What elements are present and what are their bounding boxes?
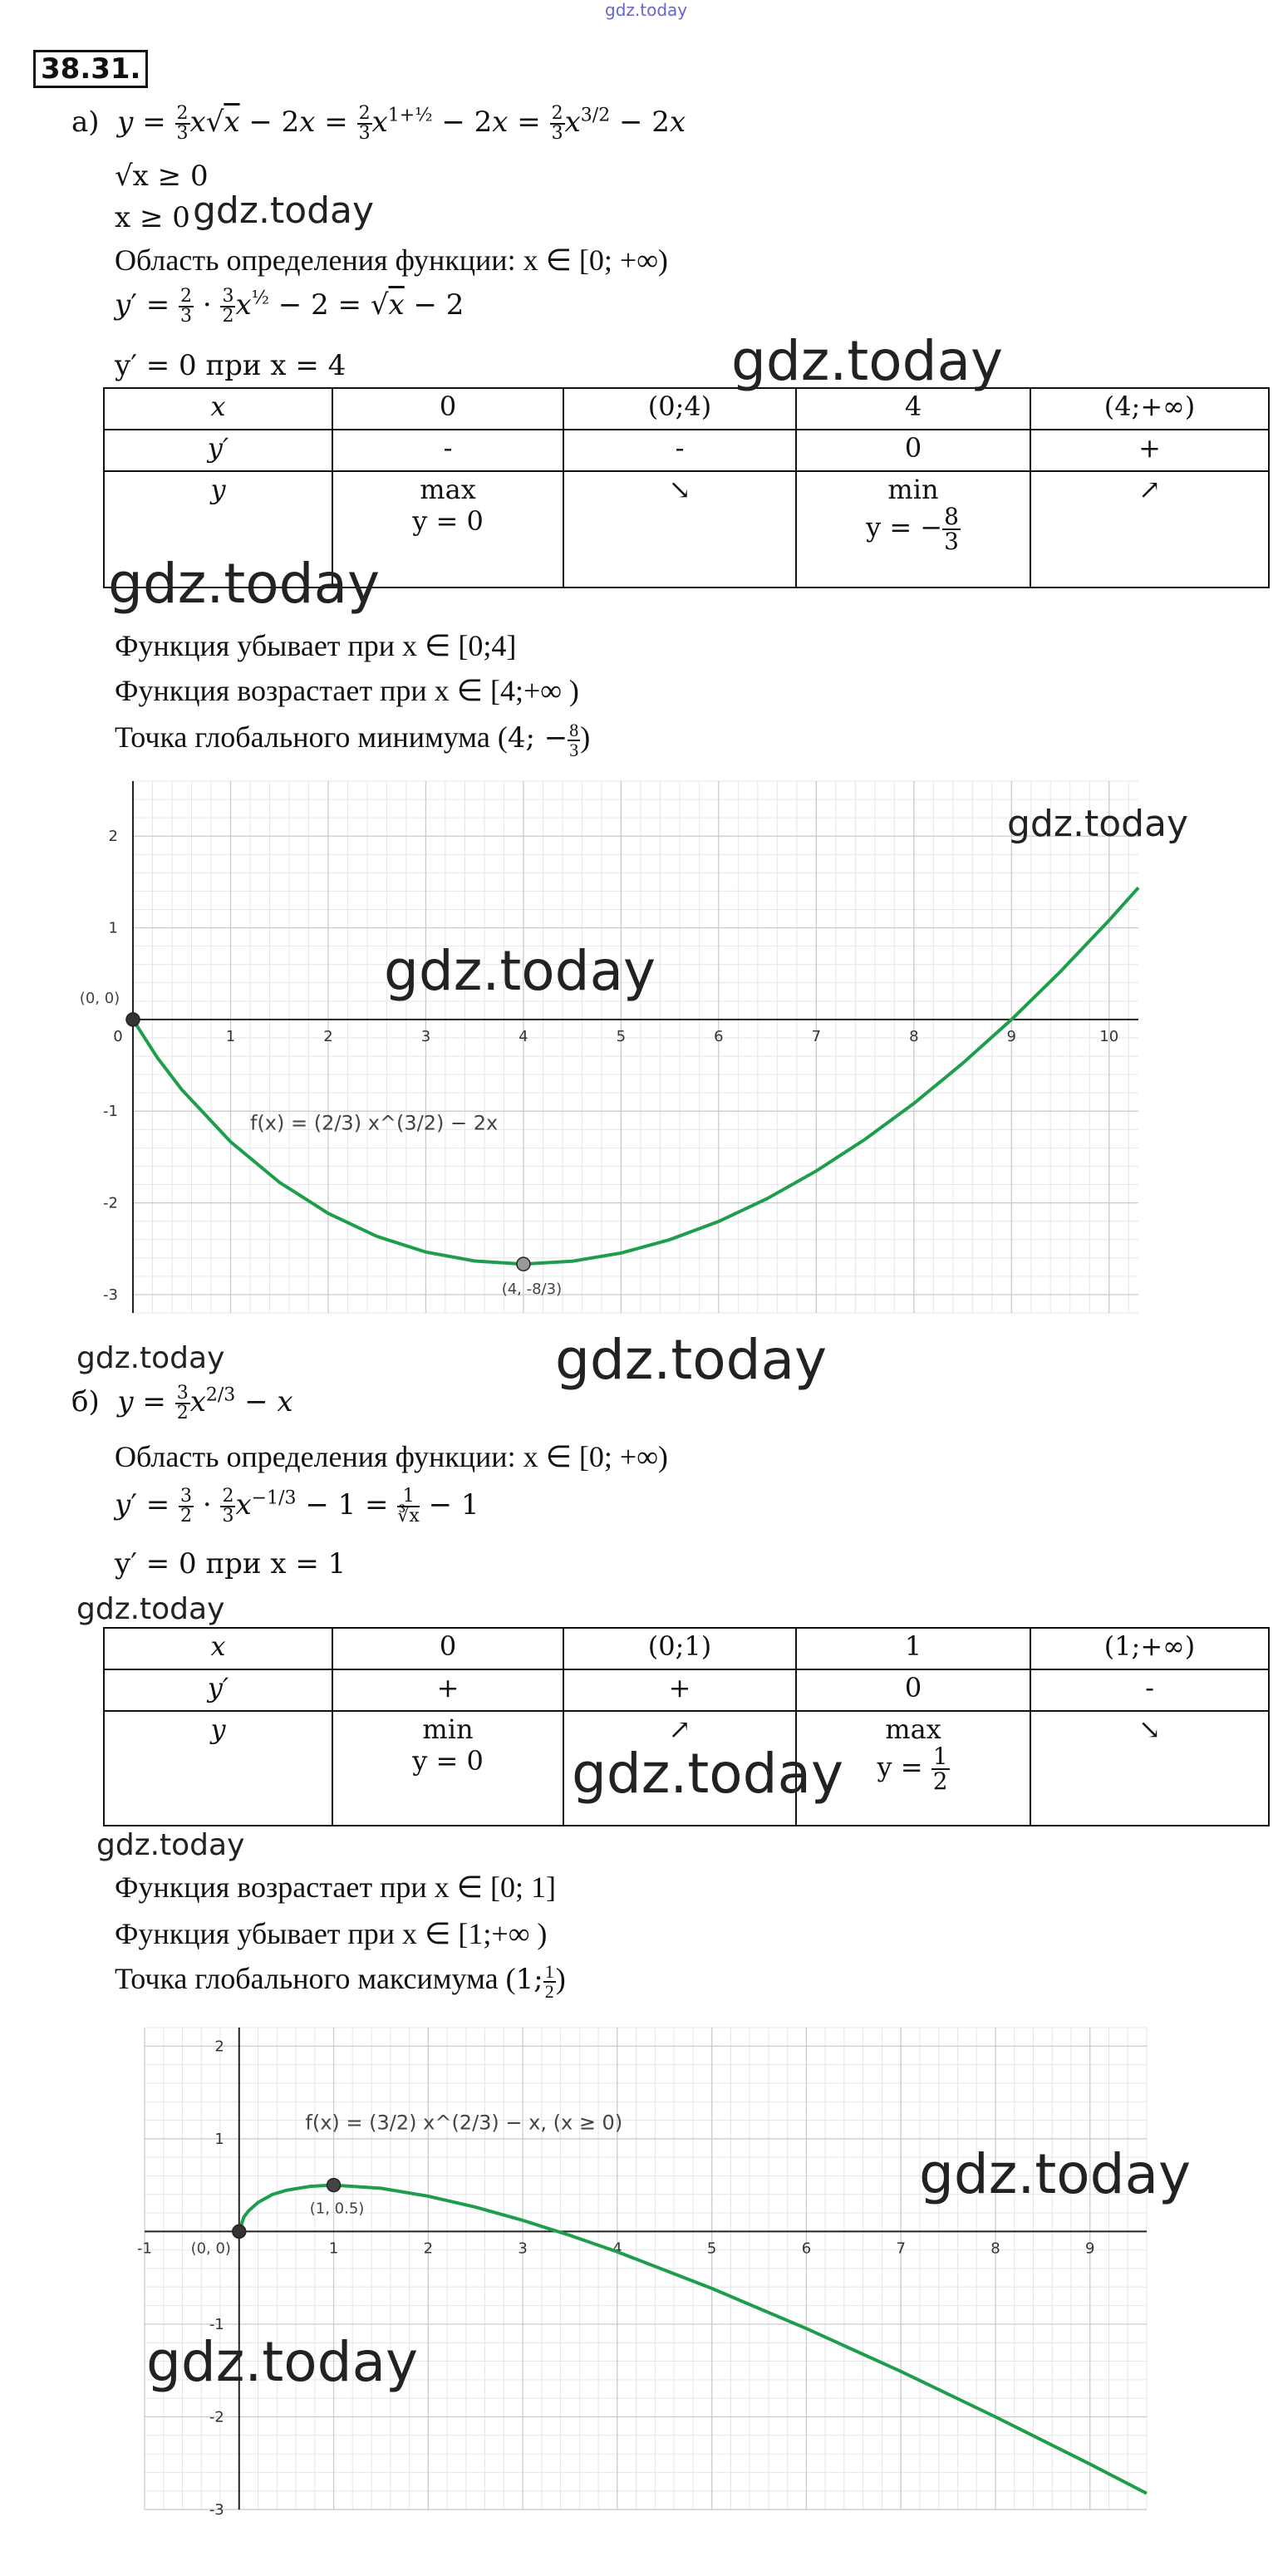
table-cell: - <box>563 430 796 471</box>
point-label: (4, -8/3) <box>501 1281 563 1299</box>
top-watermark: gdz.today <box>605 0 688 20</box>
point-label: (0, 0) <box>190 2239 231 2258</box>
grid <box>133 781 1138 1313</box>
part-a-extremum: Точка глобального минимума (4; − $\frac{8}{3}$ ) <box>115 719 591 760</box>
y-tick-label: 1 <box>214 2130 224 2148</box>
chart-b <box>136 2019 1155 2518</box>
part-a-domain-cond1: √x ≥ 0 <box>115 160 209 193</box>
table-cell: min y = − $\frac{8}{3}$ <box>796 471 1030 587</box>
x-tick-label: 6 <box>714 1027 724 1045</box>
point-label: (0, 0) <box>79 989 120 1007</box>
table-cell: 1 <box>796 1628 1030 1669</box>
watermark: gdz.today <box>146 2330 419 2394</box>
x-tick-label: 7 <box>896 2239 906 2258</box>
x-tick-label: 9 <box>1006 1027 1017 1045</box>
part-a-increasing: Функция возрастает при x ∈ [4;+∞ ) <box>115 674 579 707</box>
y-tick-label: -2 <box>103 1194 118 1212</box>
table-cell: (1;+∞) <box>1030 1628 1269 1669</box>
x-tick-label: 4 <box>519 1027 528 1045</box>
table-cell: y′ <box>104 1669 332 1711</box>
part-a-label: а) <box>71 106 100 139</box>
table-cell: 0 <box>332 1628 563 1669</box>
table-cell: + <box>1030 430 1269 471</box>
table-cell: 0 <box>796 430 1030 471</box>
watermark: gdz.today <box>76 1341 225 1375</box>
table-cell: 0 <box>796 1669 1030 1711</box>
watermark: gdz.today <box>572 1742 844 1806</box>
watermark: gdz.today <box>731 329 1004 393</box>
table-cell: y <box>104 471 332 587</box>
watermark: gdz.today <box>555 1328 828 1392</box>
x-tick-label: -1 <box>137 2239 152 2258</box>
table-cell: (0;4) <box>563 388 796 430</box>
grid <box>145 2028 1147 2510</box>
part-a-derivative: y′ = $\frac{2}{3}$ · $\frac{3}{2}$ $x^{\frac{1}{2}} - 2 = √x - 2$ <box>115 286 464 327</box>
table-cell: ↘ <box>563 471 796 587</box>
table-cell: x <box>104 1628 332 1669</box>
y-tick-label: -1 <box>209 2315 224 2333</box>
part-b-domain-text: Область определения функции: x ∈ [0; +∞) <box>115 1440 668 1473</box>
x-tick-label: 3 <box>518 2239 528 2258</box>
part-a-decreasing: Функция убывает при x ∈ [0;4] <box>115 629 517 662</box>
watermark: gdz.today <box>76 1592 225 1626</box>
part-b-function: б) y = $\frac{3}{2}$ $x^{2/3} - x$ <box>71 1383 293 1423</box>
y-tick-label: -3 <box>209 2501 224 2519</box>
x-tick-label: 3 <box>420 1027 431 1045</box>
table-cell: x <box>104 388 332 430</box>
table-cell: ↗ <box>563 1711 796 1826</box>
x-tick-label: 7 <box>811 1027 822 1045</box>
table-cell: + <box>332 1669 563 1711</box>
x-tick-label: 10 <box>1099 1027 1119 1045</box>
y-tick-label: 2 <box>108 828 118 846</box>
problem-number: 38.31. <box>33 50 148 88</box>
part-b-derivative: y′ = $\frac{3}{2}$ · $\frac{2}{3}$ $x^{-1/3} - 1$ = $\frac{1}{∛x}$ − 1 <box>115 1486 479 1526</box>
table-cell: (0;1) <box>563 1628 796 1669</box>
table-cell: y′ <box>104 430 332 471</box>
function-label: f(x) = (2/3) x^(3/2) − 2x <box>249 1111 499 1135</box>
table-cell: min y = 0 <box>332 1711 563 1826</box>
x-tick-label: 5 <box>706 2239 717 2258</box>
x-tick-label: 1 <box>328 2239 339 2258</box>
x-tick-label: 2 <box>323 1027 333 1045</box>
watermark: gdz.today <box>108 552 381 616</box>
y-tick-label: -1 <box>103 1103 118 1121</box>
part-b-decreasing: Функция убывает при x ∈ [1;+∞ ) <box>115 1917 548 1950</box>
y-tick-label: -2 <box>209 2408 224 2426</box>
part-b-critical: y′ = 0 при x = 1 <box>115 1547 347 1581</box>
watermark: gdz.today <box>384 939 656 1003</box>
data-point <box>517 1257 530 1271</box>
table-cell: - <box>332 430 563 471</box>
watermark: gdz.today <box>193 189 375 232</box>
part-b-increasing: Функция возрастает при x ∈ [0; 1] <box>115 1871 556 1904</box>
table-cell: 4 <box>796 388 1030 430</box>
part-b-label: б) <box>71 1385 100 1418</box>
watermark: gdz.today <box>96 1828 245 1862</box>
x-tick-label: 8 <box>909 1027 919 1045</box>
table-cell: (4;+∞) <box>1030 388 1269 430</box>
chart-a <box>79 773 1147 1330</box>
function-label: f(x) = (3/2) x^(2/3) − x, (x ≥ 0) <box>305 2111 623 2135</box>
x-tick-label: 9 <box>1085 2239 1095 2258</box>
x-tick-label: 8 <box>990 2239 1000 2258</box>
part-a-critical: y′ = 0 при x = 4 <box>115 349 347 382</box>
part-a-domain-text: Область определения функции: x ∈ [0; +∞) <box>115 243 668 277</box>
point-label: (1, 0.5) <box>309 2200 365 2218</box>
y-tick-label: -3 <box>103 1286 118 1304</box>
data-point <box>327 2179 341 2192</box>
table-cell: ↗ <box>1030 471 1269 587</box>
table-cell: max y = 0 <box>332 471 563 587</box>
part-b-extremum: Точка глобального максимума (1; $\frac{1}{2}$ ) <box>115 1960 566 2002</box>
table-cell: + <box>563 1669 796 1711</box>
y-tick-label: 2 <box>214 2038 224 2056</box>
x-tick-label: 5 <box>616 1027 627 1045</box>
part-a-function: а) y = $\frac{2}{3}$ x√x − 2x = $\frac{2}{3}$ $x^{1+\frac{1}{2}} - 2x$ = $\frac{2}{3}$ $x^{3/2} - 2x$ <box>71 103 686 144</box>
table-cell: max y = $\frac{1}{2}$ <box>796 1711 1030 1826</box>
part-a-domain-cond2: x ≥ 0 <box>115 201 190 234</box>
y-tick-label: 1 <box>108 919 118 937</box>
table-cell: 0 <box>332 388 563 430</box>
table-cell: y <box>104 1711 332 1826</box>
table-cell: - <box>1030 1669 1269 1711</box>
x-tick-label: 0 <box>113 1027 123 1045</box>
x-tick-label: 6 <box>801 2239 812 2258</box>
x-tick-label: 2 <box>423 2239 434 2258</box>
x-tick-label: 1 <box>225 1027 236 1045</box>
data-point <box>233 2225 246 2238</box>
watermark: gdz.today <box>1007 803 1189 845</box>
x-tick-label: 4 <box>612 2239 622 2258</box>
table-cell: ↘ <box>1030 1711 1269 1826</box>
watermark: gdz.today <box>919 2142 1192 2206</box>
data-point <box>126 1013 140 1026</box>
